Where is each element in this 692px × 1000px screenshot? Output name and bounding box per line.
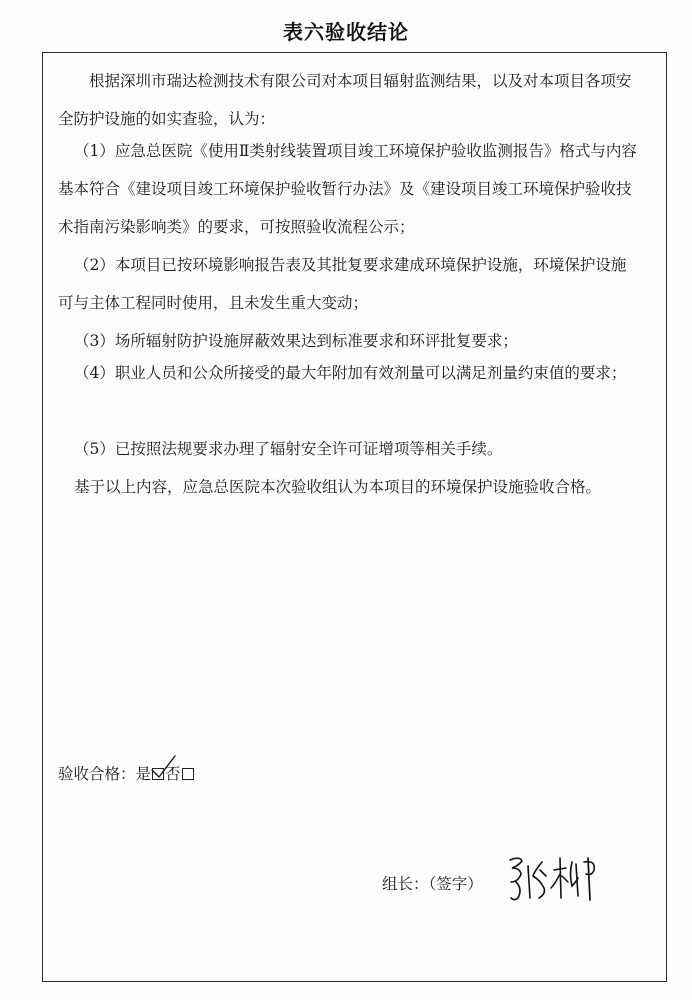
yes-label: 是 [135,765,152,783]
acceptance-row [58,762,195,786]
no-label: 否 [165,765,181,783]
conclusion-item-1: （1）应急总医院《使用Ⅱ类射线装置项目竣工环境保护验收监测报告》格式与内容基本符合《建设项目竣工环境保护验收暂行办法》及《建设项目竣工环境保护验收技术指南污染影响类》的要求，可按照验收流程公示； [58,142,637,236]
conclusion-item-2: （2）本项目已按环境影响报告表及其批复要求建成环境保护设施，环境保护设施可与主体工程同时使用，且未发生重大变动； [58,256,627,312]
final-conclusion-paragraph: 基于以上内容，应急总医院本次验收组认为本项目的环境保护设施验收合格。 [74,478,602,496]
no-checkbox[interactable] [182,768,194,780]
leader-signature-label: 组长：（签字） [382,875,483,893]
check-mark-icon [151,755,177,779]
acceptance-label: 验收合格： [58,765,136,783]
yes-checkbox[interactable] [152,768,164,780]
page-title: 表六验收结论 [283,20,409,44]
conclusion-item-4: （4）职业人员和公众所接受的最大年附加有效剂量可以满足剂量约束值的要求； [74,364,627,382]
conclusion-item-3: （3）场所辐射防护设施屏蔽效果达到标准要求和环评批复要求； [74,332,518,350]
intro-paragraph: 根据深圳市瑞达检测技术有限公司对本项目辐射监测结果，以及对本项目各项安全防护设施的如实查验，认为： [58,72,632,128]
handwritten-signature [506,852,606,904]
conclusion-item-5: （5）已按照法规要求办理了辐射安全许可证增项等相关手续。 [74,440,503,458]
